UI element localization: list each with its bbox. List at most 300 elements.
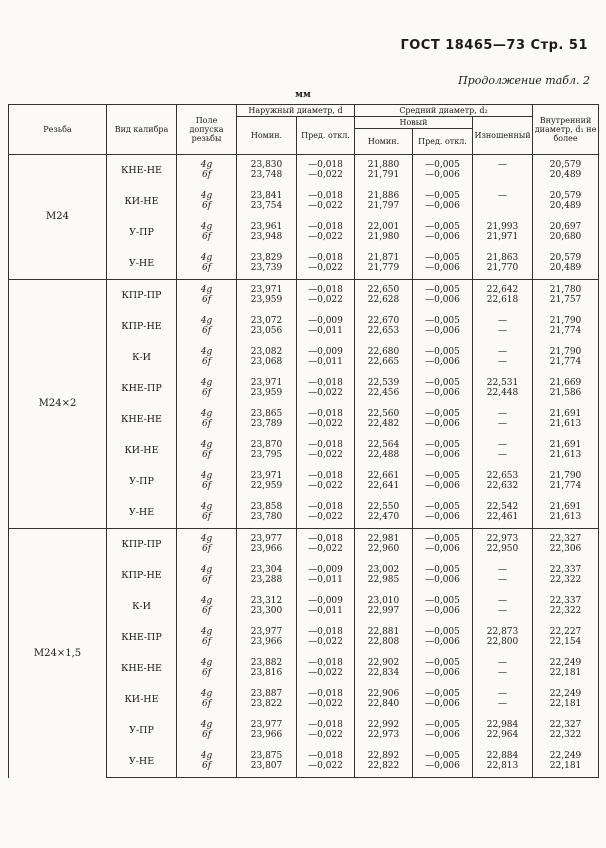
pitch-worn-cell	[473, 653, 533, 684]
outer-nominal-value: 23,288	[250, 574, 283, 585]
pitch-limit-dev-value: —0,006	[425, 449, 460, 460]
outer-nominal-value: 23,056	[250, 325, 283, 336]
pitch-limit-dev-value: —0,006	[425, 262, 460, 273]
inner-diameter-value: 21,757	[549, 294, 582, 305]
outer-limit-dev-value: —0,018	[308, 720, 343, 730]
outer-nominal-value: 23,966	[250, 636, 283, 647]
outer-limit-dev-value: —0,018	[308, 627, 343, 637]
pitch-limit-dev-cell	[413, 280, 473, 312]
inner-diameter-value: 20,489	[549, 262, 582, 273]
inner-diameter-cell	[533, 248, 599, 280]
caliber-type: КПР-ПР	[107, 529, 177, 561]
outer-nominal-value: 23,865	[250, 409, 283, 419]
inner-diameter-value: 21,790	[549, 316, 582, 326]
pitch-limit-dev-cell	[413, 466, 473, 497]
table-body	[9, 155, 599, 778]
inner-diameter-cell	[533, 529, 599, 561]
header-outer-diameter: Наружный диаметр, d	[237, 105, 355, 117]
tolerance-field-value: 6f	[201, 231, 212, 242]
inner-diameter-value: 22,306	[549, 543, 582, 554]
inner-diameter-value: 22,249	[549, 658, 582, 668]
pitch-nominal-value: 22,985	[367, 574, 400, 585]
pitch-nominal-value: 21,980	[367, 231, 400, 242]
tolerance-field-value: 6f	[201, 200, 212, 211]
outer-limit-dev-value: —0,009	[308, 347, 343, 357]
pitch-worn-value: —	[498, 409, 508, 419]
outer-limit-dev-value: —0,022	[308, 387, 343, 398]
inner-diameter-value: 21,774	[549, 356, 582, 367]
outer-nominal-value: 23,754	[250, 200, 283, 211]
tolerance-field-cell	[177, 342, 237, 373]
outer-nominal-cell	[237, 622, 297, 653]
caliber-type: К-И	[107, 591, 177, 622]
outer-limit-dev-cell	[297, 342, 355, 373]
outer-limit-dev-cell	[297, 186, 355, 217]
pitch-nominal-value: 22,834	[367, 667, 400, 678]
outer-nominal-cell	[237, 746, 297, 778]
pitch-worn-value	[473, 171, 532, 181]
outer-nominal-value: 23,816	[250, 667, 283, 678]
pitch-limit-dev-cell	[413, 373, 473, 404]
outer-nominal-cell	[237, 248, 297, 280]
pitch-nominal-cell	[355, 653, 413, 684]
pitch-nominal-value: 21,880	[367, 160, 400, 170]
header-thread: Резьба	[9, 105, 107, 155]
outer-limit-dev-cell	[297, 497, 355, 529]
outer-nominal-cell	[237, 591, 297, 622]
pitch-worn-cell	[473, 373, 533, 404]
pitch-worn-value: 21,770	[486, 262, 519, 273]
outer-nominal-value: 23,977	[250, 720, 283, 730]
pitch-worn-value: —	[498, 667, 508, 678]
pitch-limit-dev-value: —0,006	[425, 667, 460, 678]
tolerance-field-value: 4g	[200, 471, 213, 481]
header-outer-nominal: Номин.	[237, 117, 297, 155]
outer-limit-dev-value: —0,018	[308, 253, 343, 263]
pitch-worn-cell	[473, 435, 533, 466]
caliber-type: КНЕ-ПР	[107, 622, 177, 653]
caliber-type: КПР-ПР	[107, 280, 177, 312]
outer-limit-dev-cell	[297, 466, 355, 497]
pitch-nominal-value: 22,892	[367, 751, 400, 761]
pitch-limit-dev-cell	[413, 684, 473, 715]
pitch-nominal-cell	[355, 466, 413, 497]
caliber-type: У-ПР	[107, 715, 177, 746]
outer-limit-dev-cell	[297, 373, 355, 404]
outer-limit-dev-value: —0,009	[308, 316, 343, 326]
tolerance-field-cell	[177, 529, 237, 561]
caliber-type: КНЕ-НЕ	[107, 404, 177, 435]
pitch-nominal-cell	[355, 591, 413, 622]
table-continuation-note: Продолжение табл. 2	[458, 74, 590, 87]
outer-nominal-value: 23,870	[250, 440, 283, 450]
caliber-type: КИ-НЕ	[107, 684, 177, 715]
outer-nominal-value: 23,300	[250, 605, 283, 616]
pitch-limit-dev-value: —0,006	[425, 231, 460, 242]
pitch-worn-value: 21,971	[486, 231, 519, 242]
pitch-limit-dev-value: —0,005	[425, 627, 460, 637]
inner-diameter-value: 21,774	[549, 480, 582, 491]
pitch-limit-dev-value: —0,006	[425, 729, 460, 740]
tolerance-field-cell	[177, 715, 237, 746]
pitch-limit-dev-value: —0,006	[425, 760, 460, 771]
caliber-type: КНЕ-НЕ	[107, 155, 177, 187]
outer-nominal-cell	[237, 373, 297, 404]
inner-diameter-value: 22,322	[549, 574, 582, 585]
tolerance-field-cell	[177, 560, 237, 591]
tolerance-field-value: 6f	[201, 356, 212, 367]
outer-nominal-value: 23,971	[250, 471, 283, 481]
tolerance-field-value: 4g	[200, 720, 213, 730]
unit-label: мм	[295, 90, 311, 100]
outer-nominal-value: 23,948	[250, 231, 283, 242]
inner-diameter-cell	[533, 186, 599, 217]
outer-nominal-value: 23,977	[250, 627, 283, 637]
pitch-worn-value: —	[498, 316, 508, 326]
outer-nominal-cell	[237, 280, 297, 312]
inner-diameter-value: 21,691	[549, 409, 582, 419]
outer-limit-dev-value: —0,011	[308, 356, 343, 367]
pitch-nominal-value: 22,539	[367, 378, 400, 388]
inner-diameter-value: 22,327	[549, 534, 582, 544]
tolerance-field-value: 6f	[201, 760, 212, 771]
outer-nominal-value: 23,072	[250, 316, 283, 326]
tolerance-field-value: 6f	[201, 605, 212, 616]
tolerance-field-value: 6f	[201, 480, 212, 491]
pitch-worn-value: —	[498, 325, 508, 336]
outer-nominal-cell	[237, 560, 297, 591]
inner-diameter-value: 20,489	[549, 200, 582, 211]
pitch-limit-dev-value: —0,006	[425, 200, 460, 211]
outer-nominal-value: 23,082	[250, 347, 283, 357]
table-row	[9, 529, 599, 561]
header-pitch-nominal: Номин.	[355, 129, 413, 155]
outer-nominal-cell	[237, 684, 297, 715]
outer-limit-dev-value: —0,022	[308, 262, 343, 273]
inner-diameter-value: 21,613	[549, 449, 582, 460]
tolerance-field-value: 6f	[201, 698, 212, 709]
outer-limit-dev-value: —0,022	[308, 449, 343, 460]
outer-nominal-value: 23,780	[250, 511, 283, 522]
outer-nominal-value: 23,830	[250, 160, 283, 170]
pitch-nominal-value: 23,002	[367, 565, 400, 575]
inner-diameter-cell	[533, 435, 599, 466]
outer-nominal-value: 23,971	[250, 378, 283, 388]
thread-designation: M24×1,5	[9, 529, 107, 778]
inner-diameter-cell	[533, 715, 599, 746]
outer-limit-dev-cell	[297, 591, 355, 622]
pitch-worn-cell	[473, 155, 533, 187]
inner-diameter-value: 21,790	[549, 471, 582, 481]
outer-limit-dev-value: —0,022	[308, 667, 343, 678]
outer-limit-dev-value: —0,022	[308, 169, 343, 180]
pitch-worn-value: 22,642	[486, 285, 519, 295]
pitch-worn-value	[473, 202, 532, 212]
tolerance-field-value: 6f	[201, 294, 212, 305]
pitch-limit-dev-cell	[413, 248, 473, 280]
pitch-nominal-value: 22,488	[367, 449, 400, 460]
outer-limit-dev-value: —0,022	[308, 636, 343, 647]
pitch-worn-value: 22,461	[486, 511, 519, 522]
tolerance-field-value: 4g	[200, 596, 213, 606]
tolerance-field-value: 4g	[200, 191, 213, 201]
outer-nominal-cell	[237, 186, 297, 217]
header-new: Новый	[355, 117, 473, 129]
pitch-limit-dev-value: —0,005	[425, 534, 460, 544]
pitch-nominal-cell	[355, 684, 413, 715]
tolerance-field-cell	[177, 591, 237, 622]
pitch-limit-dev-value: —0,005	[425, 596, 460, 606]
outer-nominal-value: 23,748	[250, 169, 283, 180]
inner-diameter-value: 22,322	[549, 605, 582, 616]
tolerance-field-value: 4g	[200, 378, 213, 388]
pitch-worn-cell	[473, 466, 533, 497]
caliber-type: К-И	[107, 342, 177, 373]
inner-diameter-value: 21,774	[549, 325, 582, 336]
pitch-nominal-cell	[355, 435, 413, 466]
outer-limit-dev-value: —0,018	[308, 502, 343, 512]
tolerance-field-cell	[177, 746, 237, 778]
pitch-worn-value: 22,873	[486, 627, 519, 637]
pitch-worn-value: —	[498, 418, 508, 429]
pitch-nominal-value: 22,550	[367, 502, 400, 512]
pitch-worn-value: 22,884	[486, 751, 519, 761]
inner-diameter-cell	[533, 280, 599, 312]
pitch-limit-dev-value: —0,006	[425, 387, 460, 398]
pitch-limit-dev-value: —0,006	[425, 325, 460, 336]
pitch-nominal-value: 22,641	[367, 480, 400, 491]
outer-limit-dev-value: —0,018	[308, 191, 343, 201]
tolerance-field-value: 6f	[201, 543, 212, 554]
outer-nominal-cell	[237, 404, 297, 435]
caliber-type: КПР-НЕ	[107, 560, 177, 591]
pitch-nominal-value: 21,797	[367, 200, 400, 211]
pitch-worn-value: 22,973	[486, 534, 519, 544]
pitch-limit-dev-value: —0,005	[425, 751, 460, 761]
tolerance-field-value: 6f	[201, 418, 212, 429]
pitch-worn-value: 22,964	[486, 729, 519, 740]
inner-diameter-cell	[533, 311, 599, 342]
pitch-worn-value: —	[498, 191, 508, 201]
pitch-worn-value: 22,800	[486, 636, 519, 647]
tolerance-field-cell	[177, 373, 237, 404]
inner-diameter-value: 22,249	[549, 751, 582, 761]
outer-nominal-value: 23,959	[250, 294, 283, 305]
outer-limit-dev-cell	[297, 404, 355, 435]
tolerance-field-value: 6f	[201, 262, 212, 273]
tolerance-field-cell	[177, 280, 237, 312]
outer-nominal-cell	[237, 217, 297, 248]
header-caliber: Вид калибра	[107, 105, 177, 155]
outer-nominal-value: 23,966	[250, 729, 283, 740]
pitch-nominal-value: 22,906	[367, 689, 400, 699]
outer-nominal-value: 23,959	[250, 387, 283, 398]
tolerance-field-value: 4g	[200, 565, 213, 575]
pitch-worn-cell	[473, 529, 533, 561]
pitch-limit-dev-value: —0,006	[425, 418, 460, 429]
inner-diameter-cell	[533, 373, 599, 404]
pitch-limit-dev-value: —0,005	[425, 720, 460, 730]
outer-nominal-value: 23,807	[250, 760, 283, 771]
pitch-nominal-value: 21,791	[367, 169, 400, 180]
pitch-limit-dev-cell	[413, 186, 473, 217]
pitch-worn-value: 22,531	[486, 378, 519, 388]
caliber-type: У-ПР	[107, 466, 177, 497]
pitch-nominal-value: 22,001	[367, 222, 400, 232]
outer-limit-dev-value: —0,011	[308, 325, 343, 336]
caliber-type: У-НЕ	[107, 497, 177, 529]
pitch-limit-dev-value: —0,005	[425, 253, 460, 263]
pitch-nominal-cell	[355, 342, 413, 373]
outer-limit-dev-value: —0,022	[308, 760, 343, 771]
outer-limit-dev-cell	[297, 560, 355, 591]
header-worn: Изношенный	[473, 117, 533, 155]
outer-nominal-value: 23,966	[250, 543, 283, 554]
pitch-worn-cell	[473, 404, 533, 435]
pitch-worn-value: 21,993	[486, 222, 519, 232]
caliber-type: У-НЕ	[107, 248, 177, 280]
caliber-type: У-ПР	[107, 217, 177, 248]
pitch-nominal-cell	[355, 715, 413, 746]
pitch-nominal-cell	[355, 373, 413, 404]
tolerance-field-value: 4g	[200, 316, 213, 326]
pitch-worn-value: —	[498, 565, 508, 575]
tolerance-field-value: 4g	[200, 689, 213, 699]
pitch-limit-dev-value: —0,005	[425, 409, 460, 419]
pitch-nominal-cell	[355, 186, 413, 217]
pitch-nominal-value: 22,456	[367, 387, 400, 398]
outer-limit-dev-value: —0,022	[308, 294, 343, 305]
pitch-worn-value: —	[498, 347, 508, 357]
pitch-nominal-value: 22,482	[367, 418, 400, 429]
tolerance-field-value: 4g	[200, 751, 213, 761]
inner-diameter-value: 21,790	[549, 347, 582, 357]
inner-diameter-value: 20,579	[549, 160, 582, 170]
header-tolerance: Поле допуска резьбы	[177, 105, 237, 155]
table-row	[9, 155, 599, 187]
tolerance-field-cell	[177, 497, 237, 529]
caliber-type: КНЕ-ПР	[107, 373, 177, 404]
caliber-dimensions-table	[8, 104, 599, 778]
pitch-worn-value: 22,653	[486, 471, 519, 481]
pitch-limit-dev-value: —0,006	[425, 574, 460, 585]
pitch-worn-value: —	[498, 574, 508, 585]
outer-nominal-cell	[237, 342, 297, 373]
pitch-nominal-value: 22,992	[367, 720, 400, 730]
pitch-limit-dev-value: —0,005	[425, 191, 460, 201]
pitch-worn-cell	[473, 715, 533, 746]
outer-limit-dev-value: —0,018	[308, 285, 343, 295]
pitch-worn-value: 22,984	[486, 720, 519, 730]
page-header: ГОСТ 18465—73 Стр. 51	[400, 38, 588, 53]
tolerance-field-value: 4g	[200, 534, 213, 544]
outer-nominal-value: 23,739	[250, 262, 283, 273]
outer-limit-dev-cell	[297, 280, 355, 312]
pitch-limit-dev-value: —0,005	[425, 316, 460, 326]
pitch-worn-cell	[473, 591, 533, 622]
outer-limit-dev-value: —0,022	[308, 543, 343, 554]
tolerance-field-cell	[177, 404, 237, 435]
pitch-worn-value: 22,542	[486, 502, 519, 512]
tolerance-field-cell	[177, 622, 237, 653]
caliber-type: КПР-НЕ	[107, 311, 177, 342]
pitch-worn-value: —	[498, 596, 508, 606]
inner-diameter-cell	[533, 155, 599, 187]
outer-nominal-cell	[237, 155, 297, 187]
outer-nominal-value: 23,795	[250, 449, 283, 460]
outer-limit-dev-value: —0,018	[308, 658, 343, 668]
pitch-limit-dev-value: —0,005	[425, 471, 460, 481]
tolerance-field-cell	[177, 466, 237, 497]
pitch-nominal-value: 22,564	[367, 440, 400, 450]
outer-nominal-value: 23,822	[250, 698, 283, 709]
pitch-limit-dev-value: —0,005	[425, 285, 460, 295]
table-row	[9, 280, 599, 312]
tolerance-field-value: 6f	[201, 667, 212, 678]
pitch-worn-value: 22,632	[486, 480, 519, 491]
tolerance-field-value: 6f	[201, 387, 212, 398]
pitch-nominal-value: 22,808	[367, 636, 400, 647]
pitch-limit-dev-value: —0,005	[425, 565, 460, 575]
inner-diameter-cell	[533, 653, 599, 684]
pitch-worn-value: 22,618	[486, 294, 519, 305]
outer-limit-dev-value: —0,018	[308, 471, 343, 481]
outer-nominal-cell	[237, 715, 297, 746]
pitch-limit-dev-value: —0,005	[425, 347, 460, 357]
outer-limit-dev-value: —0,022	[308, 698, 343, 709]
inner-diameter-value: 22,181	[549, 667, 582, 678]
caliber-type: КИ-НЕ	[107, 435, 177, 466]
outer-nominal-cell	[237, 466, 297, 497]
pitch-nominal-value: 22,665	[367, 356, 400, 367]
pitch-nominal-value: 22,670	[367, 316, 400, 326]
outer-nominal-value: 23,875	[250, 751, 283, 761]
tolerance-field-value: 6f	[201, 574, 212, 585]
outer-nominal-value: 23,841	[250, 191, 283, 201]
inner-diameter-value: 22,181	[549, 760, 582, 771]
pitch-worn-value: 22,813	[486, 760, 519, 771]
inner-diameter-value: 22,227	[549, 627, 582, 637]
header-outer-limit-dev: Пред. откл.	[297, 117, 355, 155]
pitch-worn-value: 22,950	[486, 543, 519, 554]
tolerance-field-value: 6f	[201, 511, 212, 522]
pitch-nominal-cell	[355, 311, 413, 342]
pitch-nominal-value: 22,840	[367, 698, 400, 709]
tolerance-field-cell	[177, 217, 237, 248]
inner-diameter-cell	[533, 404, 599, 435]
pitch-limit-dev-cell	[413, 653, 473, 684]
pitch-nominal-value: 21,871	[367, 253, 400, 263]
outer-nominal-value: 23,789	[250, 418, 283, 429]
tolerance-field-cell	[177, 684, 237, 715]
pitch-nominal-cell	[355, 622, 413, 653]
pitch-worn-value: 21,863	[486, 253, 519, 263]
outer-limit-dev-cell	[297, 435, 355, 466]
inner-diameter-cell	[533, 746, 599, 778]
inner-diameter-cell	[533, 684, 599, 715]
pitch-worn-cell	[473, 497, 533, 529]
tolerance-field-value: 4g	[200, 285, 213, 295]
inner-diameter-cell	[533, 217, 599, 248]
pitch-limit-dev-value: —0,006	[425, 480, 460, 491]
pitch-nominal-value: 22,997	[367, 605, 400, 616]
inner-diameter-value: 21,691	[549, 502, 582, 512]
tolerance-field-value: 4g	[200, 253, 213, 263]
pitch-nominal-value: 22,653	[367, 325, 400, 336]
pitch-limit-dev-cell	[413, 715, 473, 746]
header-pitch-diameter: Средний диаметр, d₂	[355, 105, 533, 117]
tolerance-field-value: 6f	[201, 325, 212, 336]
